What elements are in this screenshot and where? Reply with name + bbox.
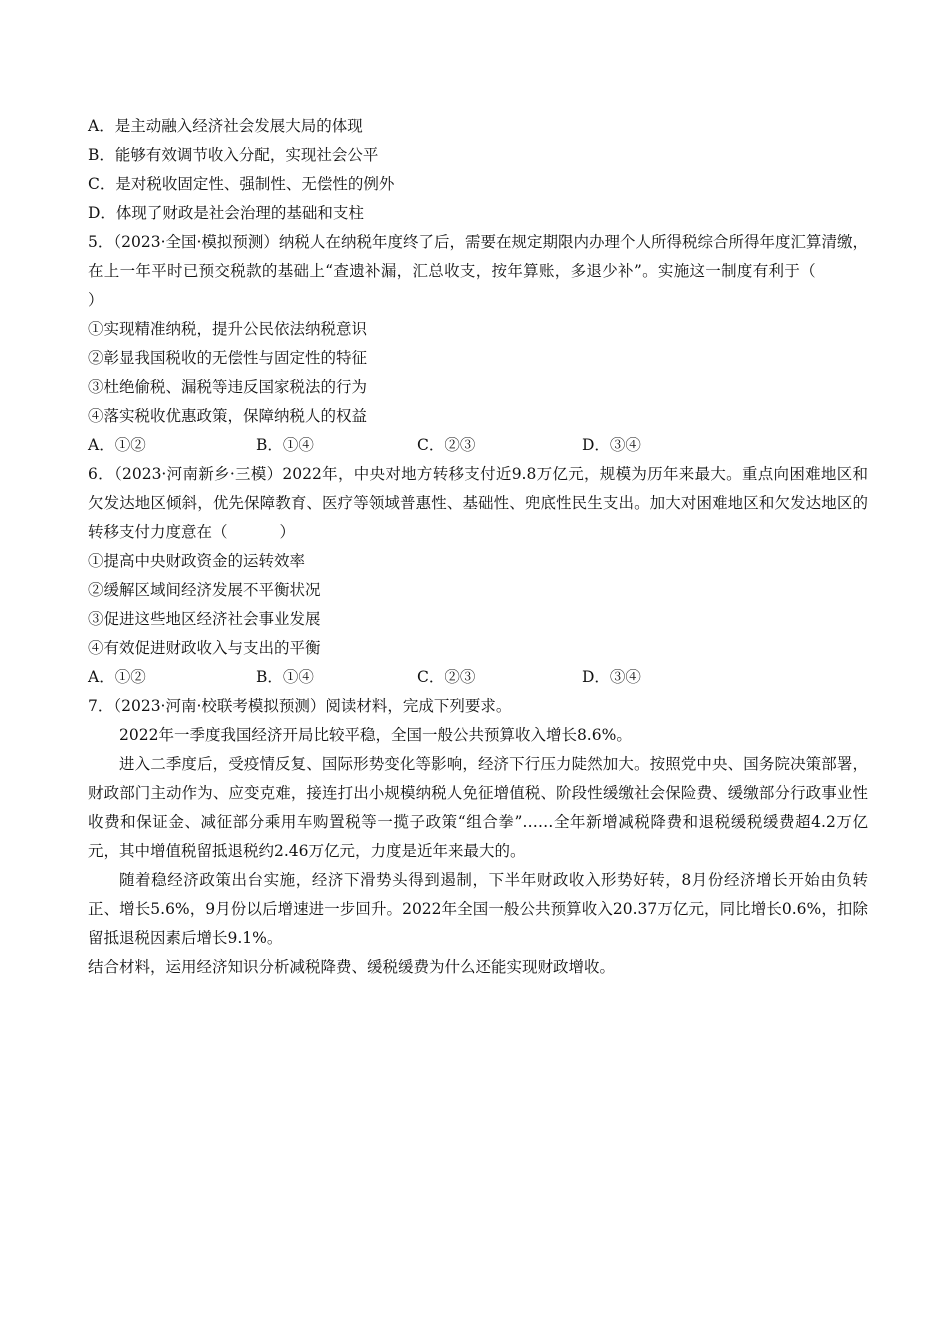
question-7-stem: 7．（2023·河南·校联考模拟预测）阅读材料，完成下列要求。 [88,697,512,715]
material-paragraph-1: 2022年一季度我国经济开局比较平稳，全国一般公共预算收入增长8.6%。 [119,726,632,744]
statement-1: ①实现精准纳税，提升公民依法纳税意识 [88,320,368,338]
material-paragraph-3: 随着稳经济政策出台实施，经济下滑势头得到遏制，下半年财政收入形势好转，8月份经济增长开始由负转正、增长5.6%，9月份以后增速进一步回升。2022年全国一般公共预算收入20.37万亿元，同比增长0.6%，扣除留抵退税因素后增长9.1%。 [88,871,868,947]
material-paragraph-2: 进入二季度后，受疫情反复、国际形势变化等影响，经济下行压力陡然加大。按照党中央、国务院决策部署，财政部门主动作为、应变克难，接连打出小规模纳税人免征增值税、阶段性缓缴社会保险费、缓缴部分行政事业性收费和保证金、减征部分乘用车购置税等一揽子政策“组合拳”……全年新增减税降费和退税缓税缓费超4.2万亿元，其中增值税留抵退税约2.46万亿元，力度是近年来最大的。 [88,755,868,860]
statement-2: ②缓解区域间经济发展不平衡状况 [88,581,321,599]
option-b[interactable]: B．能够有效调节收入分配，实现社会公平 [88,146,379,164]
option-c[interactable]: C．是对税收固定性、强制性、无偿性的例外 [88,175,395,193]
question-7 [88,692,868,982]
question-4-options [88,112,868,228]
question-6-stem: 6．（2023·河南新乡·三模）2022年，中央对地方转移支付近9.8万亿元，规模为历年来最大。重点向困难地区和欠发达地区倾斜，优先保障教育、医疗等领域普惠性、基础性、兜底性民生支出。加大对困难地区和欠发达地区的转移支付力度意在（ ） [88,465,868,541]
choice-a[interactable]: A．①② [88,436,146,454]
statement-4: ④有效促进财政收入与支出的平衡 [88,639,321,657]
statement-2: ②彰显我国税收的无偿性与固定性的特征 [88,349,368,367]
answer-choices [88,431,868,460]
choice-b[interactable]: B．①④ [256,436,314,454]
statement-1: ①提高中央财政资金的运转效率 [88,552,306,570]
choice-d[interactable]: D．③④ [582,668,641,686]
statement-4: ④落实税收优惠政策，保障纳税人的权益 [88,407,368,425]
question-5-stem: 5．（2023·全国·模拟预测）纳税人在纳税年度终了后，需要在规定期限内办理个人所得税综合所得年度汇算清缴，在上一年平时已预交税款的基础上“查遗补漏，汇总收支，按年算账，多退少补”。实施这一制度有利于（） [88,233,868,309]
question-7-prompt: 结合材料，运用经济知识分析减税降费、缓税缓费为什么还能实现财政增收。 [88,958,616,976]
question-6 [88,460,868,692]
statement-3: ③促进这些地区经济社会事业发展 [88,610,321,628]
document-page [88,112,868,982]
answer-choices [88,663,868,692]
option-d[interactable]: D．体现了财政是社会治理的基础和支柱 [88,204,364,222]
option-a[interactable]: A．是主动融入经济社会发展大局的体现 [88,117,363,135]
choice-b[interactable]: B．①④ [256,668,314,686]
choice-c[interactable]: C．②③ [417,668,476,686]
choice-a[interactable]: A．①② [88,668,146,686]
question-5 [88,228,868,460]
statement-3: ③杜绝偷税、漏税等违反国家税法的行为 [88,378,368,396]
choice-d[interactable]: D．③④ [582,436,641,454]
choice-c[interactable]: C．②③ [417,436,476,454]
